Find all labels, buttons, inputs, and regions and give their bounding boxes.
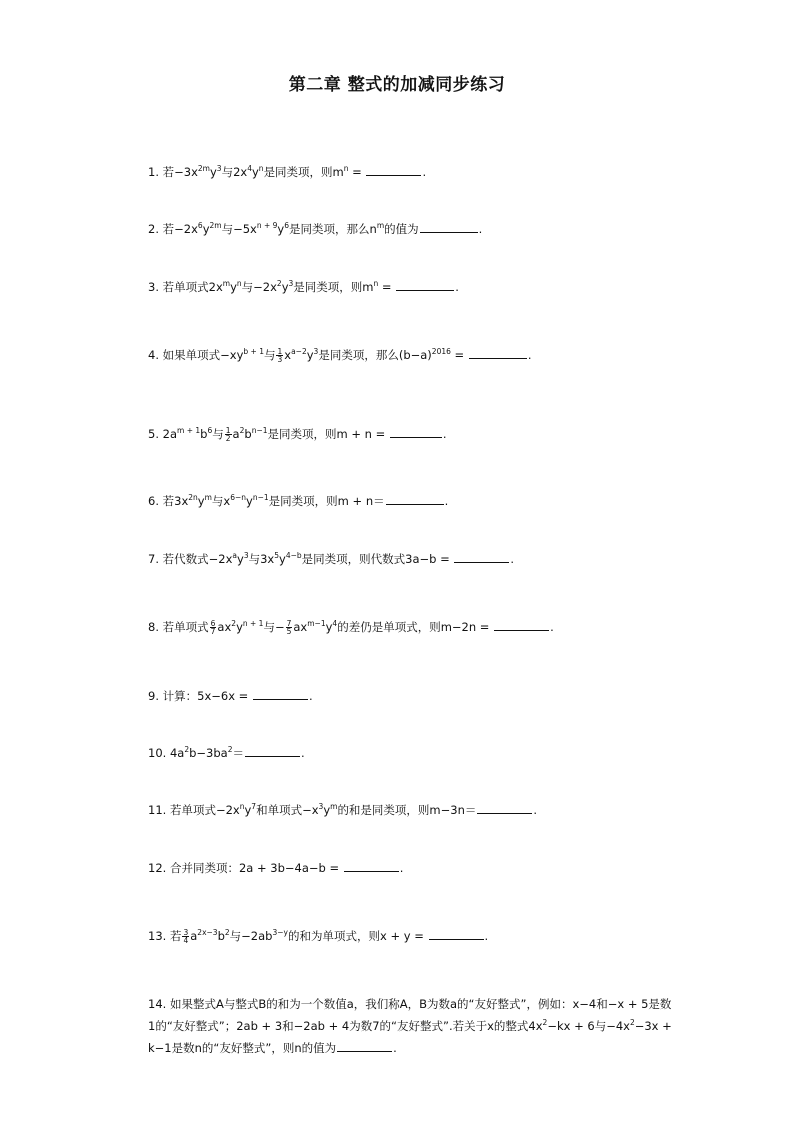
answer-blank[interactable] <box>245 744 300 757</box>
answer-blank[interactable] <box>469 346 527 359</box>
answer-blank[interactable] <box>396 278 454 291</box>
question-9: 9. 计算：5x−6x = . <box>148 689 313 703</box>
fraction: $\frac{1}{3}$ <box>277 347 283 364</box>
question-6: 6. 若$3x^{2n}y^m$与$x^{6-n}y^{n-1}$是同类项，则m + n＝ . <box>148 493 449 508</box>
question-3: 3. 若单项式$2x^my^n$与$-2x^2y^3$是同类项，则$m^n$ = . <box>148 279 459 294</box>
question-10: 10. $4a^2b-3ba^2=$ . <box>148 745 305 760</box>
fraction: $\frac{7}{5}$ <box>286 619 292 636</box>
question-14: 14. 如果整式A与整式B的和为一个数值a，我们称A，B为数a的“友好整式”，例如：x−4和−x + 5是数1的“友好整式”；2ab + 3和−2ab + 4为数7的“友好整式”.若关于x的整式$4x^2-kx + 6$与$-4x^2-3x + k-1$是数n的“友好整式”，则n的值为 . <box>148 997 672 1055</box>
answer-blank[interactable] <box>386 492 444 505</box>
answer-blank[interactable] <box>253 687 308 700</box>
question-12: 12. 合并同类项：2a + 3b−4a−b = . <box>148 861 404 875</box>
question-2: 2. 若$-2x^6y^{2m}$与$-5x^{n + 9}y^6$是同类项，那么$n^m$的值为 . <box>148 221 483 236</box>
answer-blank[interactable] <box>420 220 478 233</box>
question-5: 5. $2a^{m + 1}b^6$与 $\frac{1}{2}$ $a^2b^{n-1}$是同类项，则m + n = . <box>148 426 447 443</box>
question-4: 4. 如果单项式$-xy^{b + 1}$与 $\frac{1}{3}$ $x^{a-2}y^3$是同类项，那么$(b-a)^{2016}$ = . <box>148 347 532 364</box>
answer-blank[interactable] <box>390 425 442 438</box>
answer-blank[interactable] <box>366 163 421 176</box>
question-1: 1. 若$-3x^{2m}y^3$与$2x^4y^n$是同类项，则$m^n$ = . <box>148 164 427 179</box>
fraction: $\frac{1}{2}$ <box>225 426 231 443</box>
question-8: 8. 若单项式 $\frac{6}{7}$ $ax^2y^{n + 1}$与− $\frac{7}{5}$ $ax^{m-1}y^4$的差仍是单项式，则m−2n = . <box>148 619 554 636</box>
fraction: $\frac{6}{7}$ <box>210 619 216 636</box>
answer-blank[interactable] <box>337 1039 392 1052</box>
question-7: 7. 若代数式$-2x^ay^3$与$3x^5y^{4-b}$是同类项，则代数式3a−b = . <box>148 551 515 566</box>
answer-blank[interactable] <box>344 859 399 872</box>
answer-blank[interactable] <box>494 618 549 631</box>
question-13: 13. 若 $\frac{3}{4}$ $a^{2x-3}b^2$与$-2ab^{3-y}$的和为单项式，则x + y = . <box>148 928 489 945</box>
answer-blank[interactable] <box>429 927 484 940</box>
question-11: 11. 若单项式$-2x^ny^7$和单项式$-x^3y^m$的和是同类项，则m−3n＝ . <box>148 802 538 817</box>
page-title: 第二章 整式的加减同步练习 <box>288 75 506 95</box>
fraction: $\frac{3}{4}$ <box>183 928 189 945</box>
answer-blank[interactable] <box>477 801 532 814</box>
answer-blank[interactable] <box>454 550 509 563</box>
